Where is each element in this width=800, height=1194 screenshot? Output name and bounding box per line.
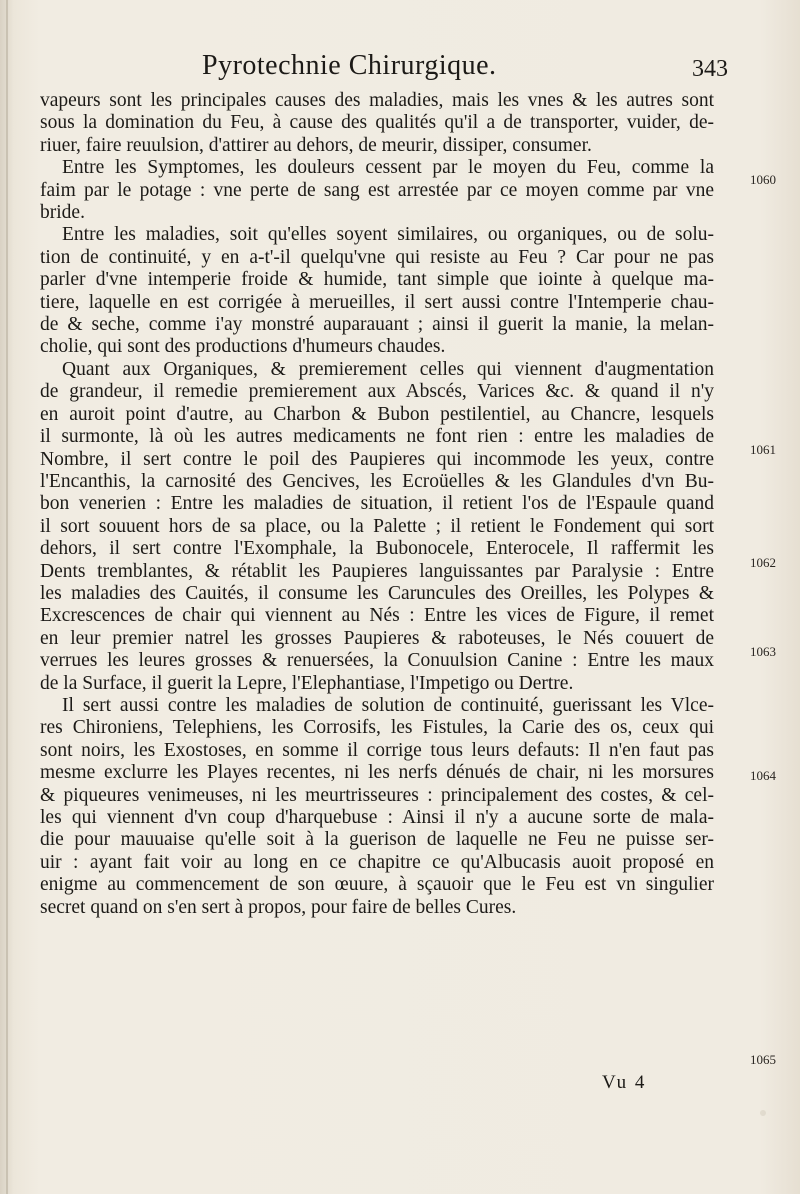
margin-note: 1062 (750, 555, 776, 570)
text-line: sous la domination du Feu, à cause des qualités qu'il a de transporter, vuider, de- (40, 112, 714, 134)
text-line: Dents tremblantes, & rétablit les Paupieres languissantes par Paralysie : Entre (40, 560, 714, 582)
text-line: bride. (40, 202, 85, 224)
margin-note: 1061 (750, 442, 776, 457)
margin-note: 1064 (750, 768, 776, 783)
margin-note: 1060 (750, 172, 776, 187)
text-line: tiere, laquelle en est corrigée à merueilles, il sert aussi contre l'Intemperie chau- (40, 291, 714, 313)
text-line: Nombre, il sert contre le poil des Paupieres qui incommode les yeux, contre (40, 448, 714, 470)
text-line: dehors, il sert contre l'Exomphale, la Bubonocele, Enterocele, Il raffermit les (40, 538, 714, 560)
text-line: enigme au commencement de son œuure, à sçauoir que le Feu est vn singulier (40, 874, 714, 896)
foxing-spot (760, 1110, 766, 1116)
text-line: sont noirs, les Exostoses, en somme il corrige tous leurs defauts: Il n'en faut pas (40, 739, 714, 761)
text-line: les maladies des Cauités, il consume les Caruncules des Oreilles, les Polypes & (40, 582, 714, 604)
text-line: parler d'vne intemperie froide & humide, tant simple que iointe à quelque ma- (40, 269, 714, 291)
margin-note: 1063 (750, 644, 776, 659)
text-line: faim par le potage : vne perte de sang est arrestée par ce moyen comme par vne (40, 179, 714, 201)
text-line: mesme exclurre les Playes recentes, ni les nerfs dénués de chair, ni les morsures (40, 762, 714, 784)
text-line: de & seche, comme i'ay monstré auparauant ; ainsi il guerit la manie, la melan- (40, 314, 714, 336)
text-line: & piqueures venimeuses, ni les meurtrisseures : principalement des costes, & cel- (40, 784, 714, 806)
text-line: verrues les leures grosses & renuersées, la Conuulsion Canine : Entre les maux (40, 650, 714, 672)
margin-note: 1065 (750, 1052, 776, 1067)
text-line: en auroit point d'autre, au Charbon & Bubon pestilentiel, au Chancre, lesquels (40, 403, 714, 425)
gutter-shadow (6, 0, 8, 1194)
text-line: en leur premier natrel les grosses Paupieres & raboteuses, le Nés couuert de (40, 627, 714, 649)
body-text (40, 90, 714, 919)
text-line: de grandeur, il remedie premierement aux Abscés, Varices &c. & quand il n'y (40, 381, 714, 403)
text-line: die pour mauuaise qu'elle soit à la guerison de laquelle ne Feu ne puisse ser- (40, 829, 714, 851)
text-line: cholie, qui sont des productions d'humeurs chaudes. (40, 336, 446, 358)
page-number: 343 (692, 56, 728, 82)
text-line: vapeurs sont les principales causes des maladies, mais les vnes & les autres sont (40, 90, 714, 111)
page-header (40, 50, 740, 90)
text-line: secret quand on s'en sert à propos, pour faire de belles Cures. (40, 896, 517, 918)
text-line: Il sert aussi contre les maladies de solution de continuité, guerissant les Vlce- (62, 694, 714, 716)
text-line: Quant aux Organiques, & premierement celles qui viennent d'augmentation (62, 358, 714, 380)
running-title: Pyrotechnie Chirurgique. (202, 50, 497, 81)
catchword: Vu 4 (602, 1072, 647, 1093)
text-line: Entre les Symptomes, les douleurs cessent par le moyen du Feu, comme la (62, 157, 714, 179)
text-line: Excrescences de chair qui viennent au Nés : Entre les vices de Figure, il remet (40, 605, 714, 627)
text-line: tion de continuité, y en a-t'-il quelqu'vne qui resiste au Feu ? Car pour ne pas (40, 246, 714, 268)
text-line: Entre les maladies, soit qu'elles soyent similaires, ou organiques, ou de solu- (62, 224, 714, 246)
text-line: les qui viennent d'vn coup d'harquebuse : Ainsi il n'y a aucune sorte de mala- (40, 807, 714, 828)
text-line: res Chironiens, Telephiens, les Corrosifs, les Fistules, la Carie des os, ceux qui (40, 717, 714, 739)
text-line: riuer, faire reuulsion, d'attirer au dehors, de meurir, dissiper, consumer. (40, 134, 592, 156)
text-line: de la Surface, il guerit la Lepre, l'Elephantiase, l'Impetigo ou Dertre. (40, 672, 574, 694)
text-line: il surmonte, là où les autres medicaments ne font rien : entre les maladies de (40, 426, 714, 448)
text-line: il sort souuent hors de sa place, ou la Palette ; il retient le Fondement qui sort (40, 515, 714, 537)
text-line: l'Encanthis, la carnosité des Gencives, les Ecroüelles & les Glandules d'vn Bu- (40, 470, 714, 492)
text-line: bon venerien : Entre les maladies de situation, il retient l'os de l'Espaule quand (40, 493, 714, 515)
text-line: uir : ayant fait voir au long en ce chapitre ce qu'Albucasis auoit proposé en (40, 851, 714, 873)
